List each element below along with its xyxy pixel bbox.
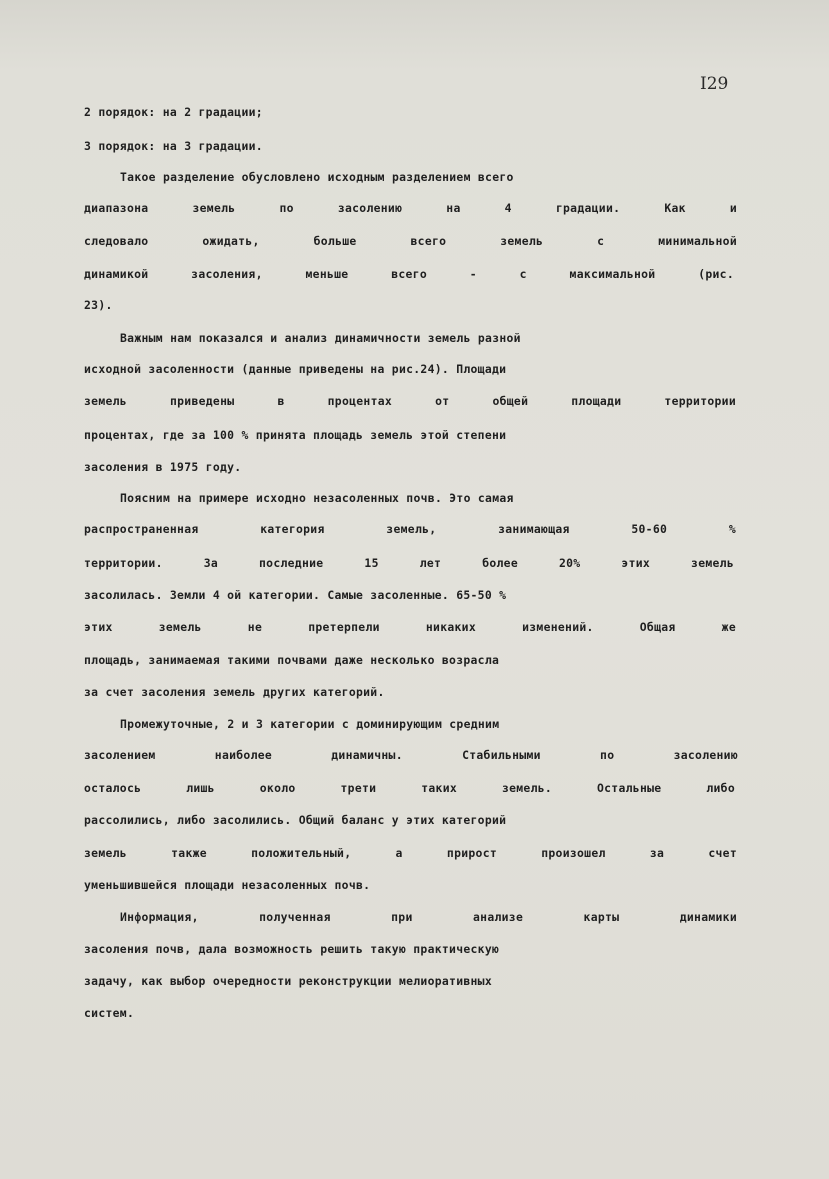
text-line: 2 порядок: на 2 градации;: [84, 105, 263, 119]
text-line: диапазона земель по засолению на 4 градации. Как и: [84, 201, 737, 215]
text-line: динамикой засоления, меньше всего - с максимальной (рис.: [84, 267, 734, 281]
text-line: засоления в 1975 году.: [84, 460, 242, 474]
text-line: Поясним на примере исходно незасоленных почв. Это самая: [120, 491, 514, 505]
text-line: засолением наиболее динамичны. Стабильными по засолению: [84, 748, 738, 762]
text-line: Информация, полученная при анализе карты динамики: [120, 910, 737, 924]
text-line: уменьшившейся площади незасоленных почв.: [84, 878, 371, 892]
text-line: рассолились, либо засолились. Общий баланс у этих категорий: [84, 813, 507, 827]
text-line: осталось лишь около трети таких земель. Остальные либо: [84, 781, 735, 795]
text-line: территории. За последние 15 лет более 20% этих земель: [84, 556, 734, 570]
text-line: Промежуточные, 2 и 3 категории с доминирующим средним: [120, 717, 500, 731]
text-line: 23).: [84, 298, 113, 312]
text-line: систем.: [84, 1006, 135, 1020]
text-line: задачу, как выбор очередности реконструкции мелиоративных: [84, 974, 492, 988]
page-number: I29: [700, 74, 729, 94]
text-line: 3 порядок: на 3 градации.: [84, 139, 263, 153]
text-line: исходной засоленности (данные приведены на рис.24). Площади: [84, 362, 507, 376]
text-line: Такое разделение обусловлено исходным разделением всего: [120, 170, 514, 184]
text-line: за счет засоления земель других категорий.: [84, 685, 385, 699]
text-line: этих земель не претерпели никаких изменений. Общая же: [84, 620, 736, 634]
text-line: следовало ожидать, больше всего земель с минимальной: [84, 234, 737, 248]
text-line: процентах, где за 100 % принята площадь земель этой степени: [84, 428, 507, 442]
text-line: площадь, занимаемая такими почвами даже несколько возрасла: [84, 653, 500, 667]
text-line: распространенная категория земель, занимающая 50-60 %: [84, 522, 736, 536]
text-line: Важным нам показался и анализ динамичности земель разной: [120, 331, 521, 345]
text-line: земель также положительный, а прирост произошел за счет: [84, 846, 737, 860]
text-line: засоления почв, дала возможность решить такую практическую: [84, 942, 500, 956]
text-line: засолилась. Земли 4 ой категории. Самые засоленные. 65-50 %: [84, 588, 507, 602]
text-line: земель приведены в процентах от общей площади территории: [84, 394, 736, 408]
